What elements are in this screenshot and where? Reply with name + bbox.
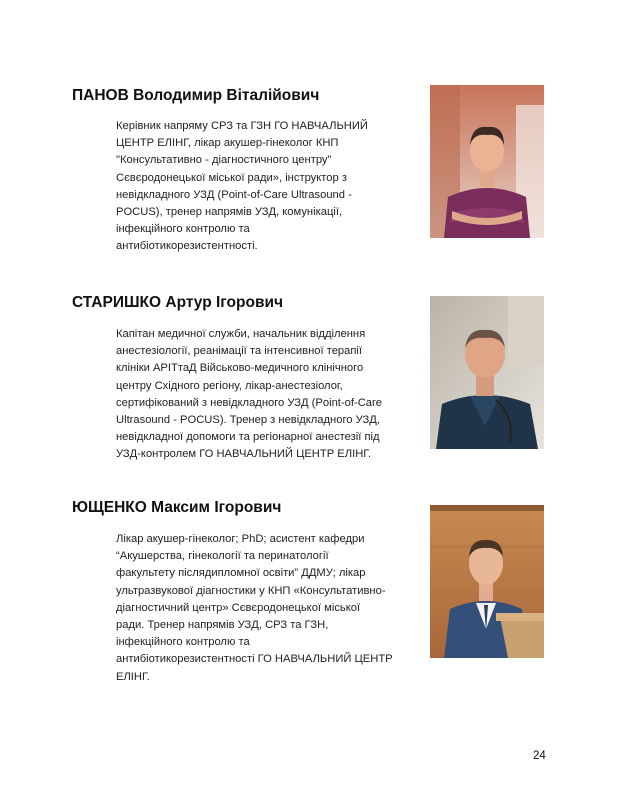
bio-line: анестезіології, реанімації та інтенсивної терапії (116, 345, 363, 358)
page-number: 24 (533, 750, 546, 762)
bio-line: Капітан медичної служби, начальник відділення (116, 328, 366, 340)
bio-line: Керівник напряму СРЗ та ГЗН ГО НАВЧАЛЬНИЙ (116, 120, 368, 132)
bio-line: Сєвєродонецької міської ради», інструктор з (116, 171, 347, 184)
bio-line: “Акушерства, гінекології та перинатології (116, 550, 329, 563)
bio-line: Ultrasound - POCUS). Тренер з невідкладного УЗД, (116, 414, 380, 427)
bio-line: ЕЛІНГ. (116, 670, 150, 683)
bio-line: клініки АРІТтаД Військово-медичного клінічного (116, 362, 364, 375)
person-photo (430, 296, 544, 449)
bio-line: сертифікований з невідкладного УЗД (Point-of-Care (116, 396, 382, 409)
bio-line: антибіотикорезистентності ГО НАВЧАЛЬНИЙ ЦЕНТР (116, 653, 393, 666)
bio-line: Лікар акушер-гінеколог; PhD; асистент кафедри (116, 533, 365, 545)
bio-line: УЗД-контролем ГО НАВЧАЛЬНИЙ ЦЕНТР ЕЛІНГ. (116, 448, 372, 461)
bio-line: інфекційного контролю та (116, 636, 250, 649)
person-photo (430, 85, 544, 238)
bio-line: ради. Тренер напрямів УЗД, СРЗ та ГЗН, (116, 619, 329, 632)
person-bio (116, 531, 416, 686)
bio-line: невідкладного УЗД (Point-of-Care Ultrasound - (116, 188, 352, 201)
bio-line: центру Східного регіону, лікар-анестезіолог, (116, 379, 343, 392)
bio-line: ультразвукової діагностики у КНП «Консультативно- (116, 584, 386, 597)
person-name: ПАНОВ Володимир Віталійович (72, 87, 320, 104)
bio-line: факультету післядипломної освіти” ДДМУ; лікар (116, 567, 366, 580)
person-photo (430, 505, 544, 658)
bio-line: антибіотикорезистентності. (116, 240, 258, 253)
bio-line: POCUS), тренер напрямів УЗД, комунікації, (116, 206, 343, 219)
bio-line: "Консультативно - діагностичного центру" (116, 154, 332, 167)
person-bio (116, 326, 416, 464)
bio-line: інфекційного контролю та (116, 223, 250, 236)
person-name: ЮЩЕНКО Максим Ігорович (72, 499, 282, 516)
person-bio (116, 118, 416, 256)
bio-line: ЦЕНТР ЕЛІНГ, лікар акушер-гінеколог КНП (116, 137, 339, 150)
bio-line: невідкладної допомоги та регіонарної анестезії під (116, 431, 380, 444)
person-name: СТАРИШКО Артур Ігорович (72, 294, 284, 311)
bio-line: діагностичний центр» Сєвєродонецької міської (116, 601, 361, 614)
